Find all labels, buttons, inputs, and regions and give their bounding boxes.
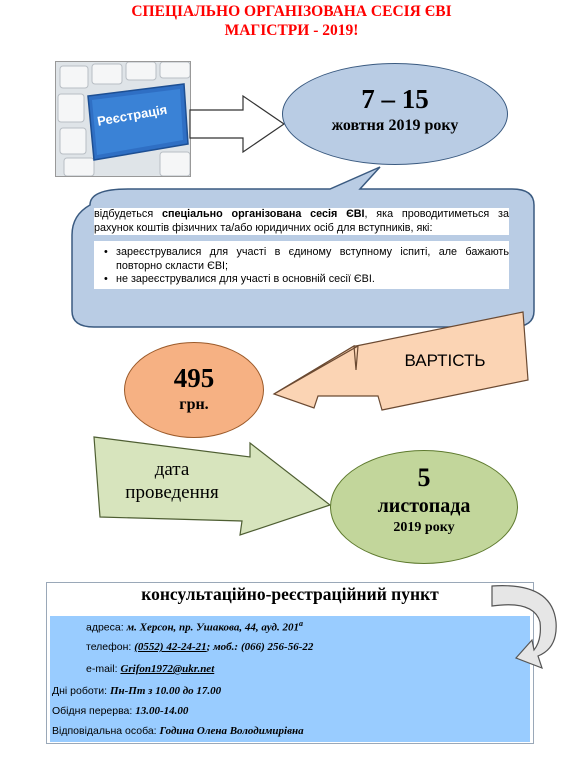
description-prefix: відбудеться bbox=[94, 208, 162, 220]
lunch-label: Обідня перерва: bbox=[52, 705, 133, 717]
title-line-2: МАГІСТРИ - 2019! bbox=[224, 22, 359, 39]
contact-value: Година Олена Володимирівна bbox=[159, 725, 304, 737]
list-item: • не зареєструвалися для участі в основній сесії ЄВІ. bbox=[94, 273, 509, 287]
eligibility-list bbox=[94, 241, 509, 289]
session-month-year: жовтня 2019 року bbox=[331, 117, 459, 134]
contact-line bbox=[52, 725, 304, 737]
address-value: м. Херсон, пр. Ушакова, 44, ауд. 201 bbox=[126, 621, 299, 634]
workdays-label: Дні роботи: bbox=[52, 685, 108, 697]
price-unit: грн. bbox=[179, 396, 209, 413]
cost-label: ВАРТІСТЬ bbox=[404, 351, 486, 370]
consultation-heading: консультаційно-реєстраційний пункт bbox=[141, 584, 439, 604]
lunch-value: 13.00-14.00 bbox=[135, 705, 189, 717]
mobile-value[interactable]: (066) 256-56-22 bbox=[240, 641, 314, 653]
workdays-value: Пн-Пт з 10.00 до 17.00 bbox=[109, 685, 222, 697]
right-arrow-icon bbox=[188, 94, 288, 154]
lunch-line bbox=[52, 705, 188, 717]
holding-label-line-2: проведення bbox=[125, 482, 219, 503]
workdays-line bbox=[52, 685, 221, 697]
holding-year: 2019 року bbox=[393, 520, 455, 535]
session-date-range: 7 – 15 bbox=[361, 84, 429, 114]
description-text bbox=[94, 208, 509, 235]
phone-line bbox=[86, 641, 313, 653]
phone-value[interactable]: (0552) 42-24-21 bbox=[134, 641, 207, 653]
page-title bbox=[0, 2, 583, 40]
curved-arrow-icon bbox=[486, 578, 566, 678]
address-label: адреса: bbox=[86, 621, 124, 634]
holding-date-label bbox=[102, 458, 242, 504]
session-dates-ellipse bbox=[282, 63, 508, 165]
holding-month: листопада bbox=[377, 495, 471, 517]
holding-label-line-1: дата bbox=[154, 459, 190, 480]
email-link[interactable]: Grifon1972@ukr.net bbox=[120, 663, 215, 675]
price-value: 495 bbox=[173, 363, 215, 393]
registration-key-label: Реєстрація bbox=[96, 101, 169, 129]
registration-keyboard-image bbox=[55, 61, 191, 177]
description-bold: спеціально організована сесія ЄВІ bbox=[161, 208, 365, 220]
description-suffix: , яка проводитиметься за рахунок коштів фізичних та/або юридичних осіб для вступників, які: bbox=[94, 208, 509, 234]
address-line bbox=[86, 619, 303, 634]
phone-label: телефон: bbox=[86, 641, 132, 653]
address-suffix: а bbox=[299, 619, 303, 628]
holding-day: 5 bbox=[417, 463, 431, 492]
contact-label: Відповідальна особа: bbox=[52, 725, 157, 737]
title-line-1: СПЕЦІАЛЬНО ОРГАНІЗОВАНА СЕСІЯ ЄВІ bbox=[131, 3, 452, 20]
email-line bbox=[86, 663, 214, 675]
consultation-info-panel bbox=[50, 616, 530, 742]
session-description bbox=[94, 208, 509, 289]
holding-date-ellipse bbox=[330, 450, 518, 564]
mobile-label: ; моб.: bbox=[206, 641, 239, 653]
list-item: • зареєструвалися для участі в єдиному вступному іспиті, але бажають повторно скласти ЄВІ; bbox=[94, 246, 509, 273]
price-ellipse bbox=[124, 342, 264, 438]
email-label: e-mail: bbox=[86, 663, 118, 675]
